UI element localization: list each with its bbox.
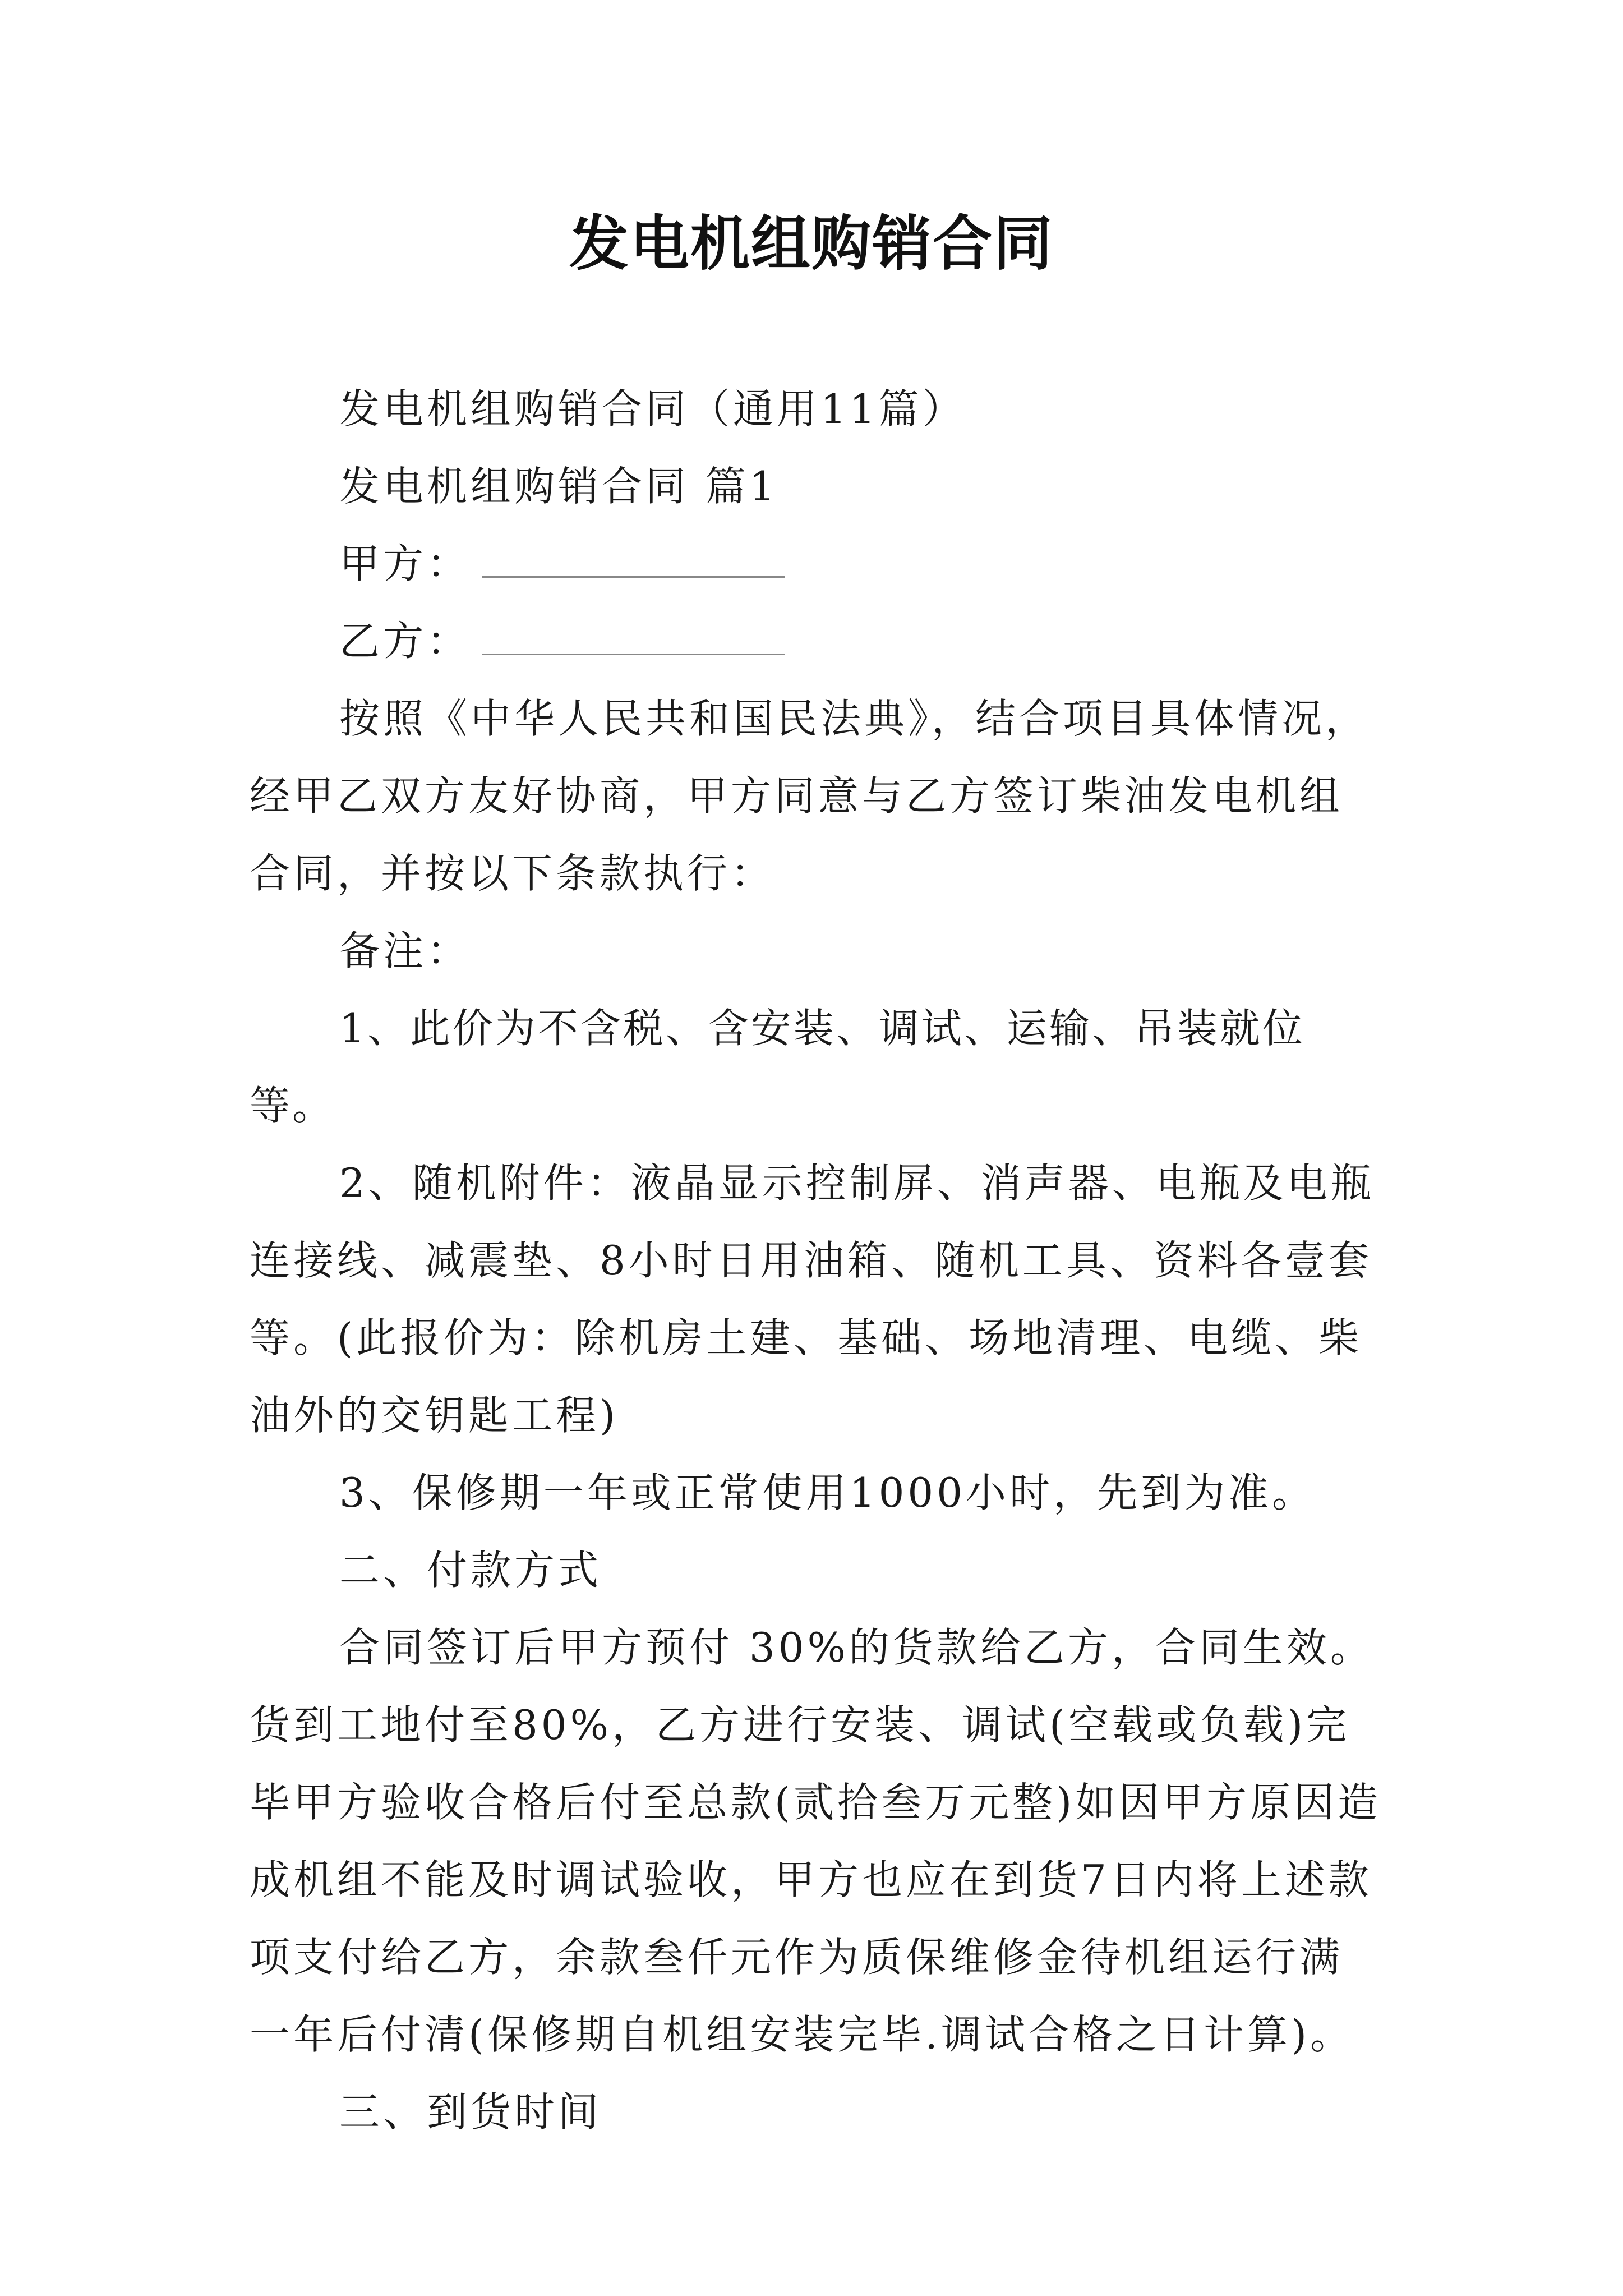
intro-paragraph: 按照《中华人民共和国民法典》，结合项目具体情况，经甲乙双方友好协商，甲方同意与乙方签订柴油发电机组合同，并按以下条款执行： xyxy=(250,695,1370,897)
remark-1: 1、此价为不含税、含安装、调试、运输、吊装就位等。 xyxy=(250,1005,1305,1129)
payment-paragraph: 合同签订后甲方预付 30%的货款给乙方，合同生效。货到工地付至80%，乙方进行安装、调试(空载或负载)完毕甲方验收合格后付至总款(贰拾叁万元整)如因甲方原因造成机组不能及时调试验收，甲方也应在到货7日内将上述款项支付给乙方，余款叁仟元作为质保维修金待机组运行满一年后付清(保修期自机组安装完毕.调试合格之日计算)。 xyxy=(250,1624,1382,2058)
subtitle: 发电机组购销合同（通用11篇） xyxy=(339,385,966,432)
party-a-line xyxy=(250,525,1382,602)
document-title: 发电机组购销合同 xyxy=(569,209,1054,278)
party-b-label: 乙方： xyxy=(339,618,471,665)
document-body xyxy=(250,370,1382,2151)
remark-2: 2、随机附件：液晶显示控制屏、消声器、电瓶及电瓶连接线、减震垫、8小时日用油箱、随机工具、资料各壹套等。(此报价为：除机房土建、基础、场地清理、电缆、柴油外的交钥匙工程) xyxy=(250,1159,1375,1439)
party-b-blank xyxy=(482,650,785,655)
delivery-heading: 三、到货时间 xyxy=(339,2088,602,2136)
party-a-blank xyxy=(482,573,785,578)
section-heading: 发电机组购销合同 篇1 xyxy=(339,463,778,510)
party-b-line xyxy=(250,602,1382,680)
party-a-label: 甲方： xyxy=(339,540,471,587)
payment-heading: 二、付款方式 xyxy=(339,1547,602,1594)
remark-3: 3、保修期一年或正常使用1000小时，先到为准。 xyxy=(339,1469,1316,1516)
remarks-label: 备注： xyxy=(339,927,471,974)
